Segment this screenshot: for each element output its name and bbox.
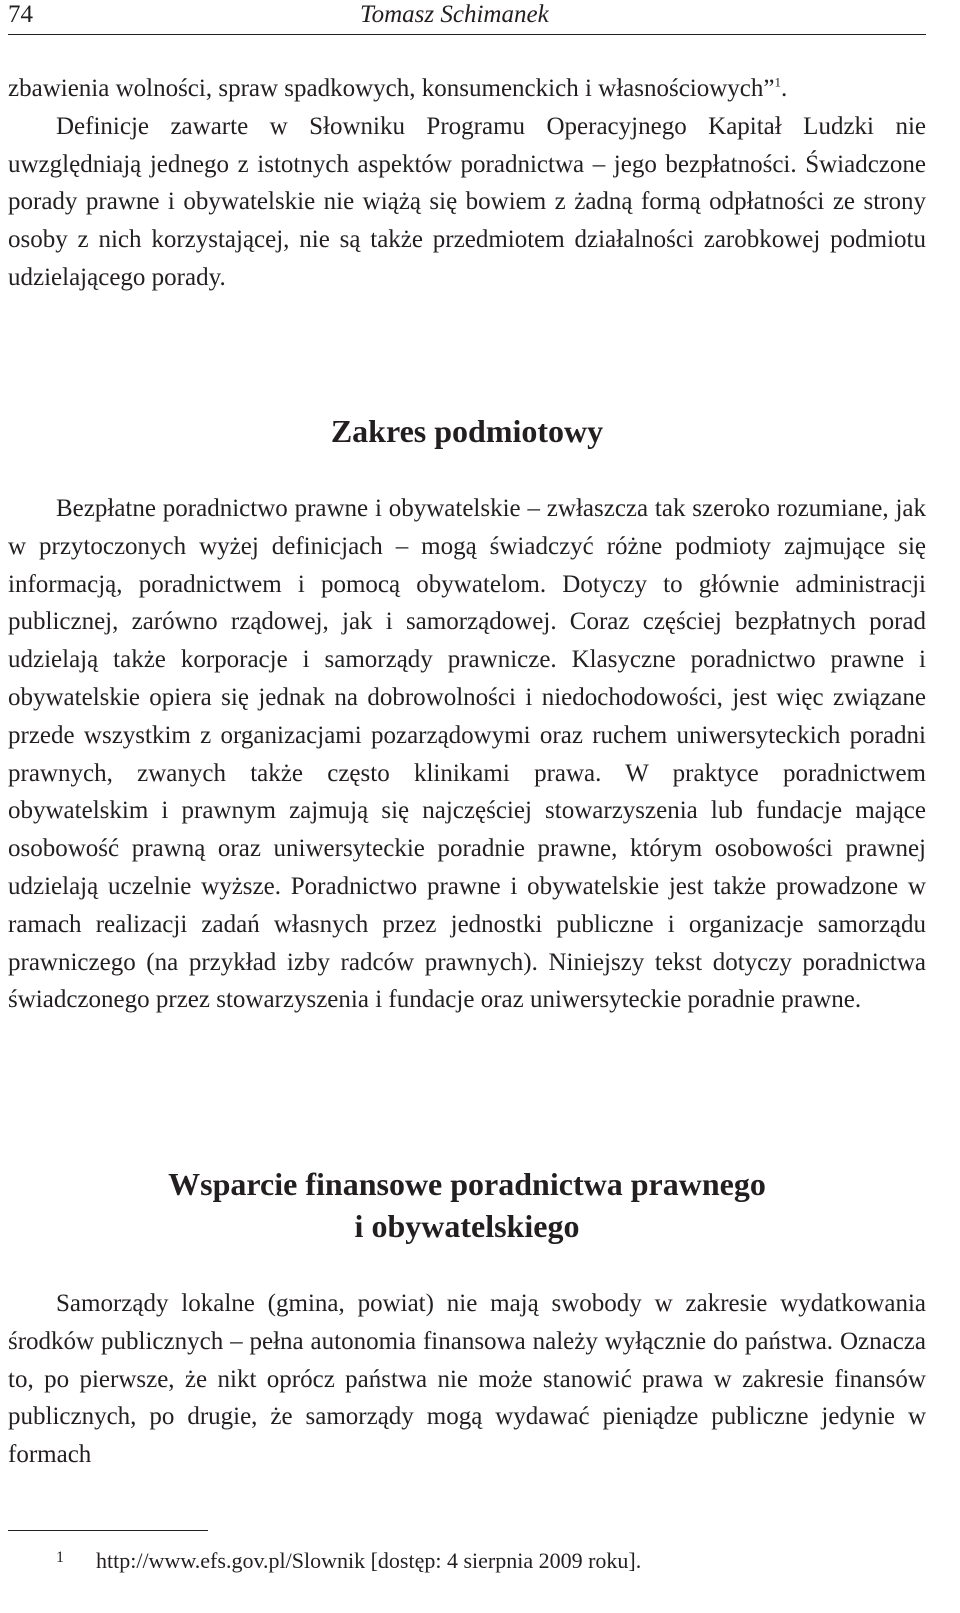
running-head-author: Tomasz Schimanek xyxy=(360,1,549,28)
running-head xyxy=(8,0,926,35)
body-text-middle xyxy=(8,490,926,1019)
footnote-reference[interactable]: 1 xyxy=(774,74,781,90)
section-heading-wsparcie-line1: Wsparcie finansowe poradnictwa prawnego xyxy=(168,1166,766,1202)
body-text-bottom xyxy=(8,1285,926,1474)
section-heading-wsparcie-line2: i obywatelskiego xyxy=(354,1208,580,1244)
body-text-top xyxy=(8,70,926,297)
footnote-text[interactable]: http://www.efs.gov.pl/Slownik [dostęp: 4 sierpnia 2009 roku]. xyxy=(96,1548,642,1573)
document-page xyxy=(8,0,926,1613)
paragraph-definitions: Definicje zawarte w Słowniku Programu Operacyjnego Kapitał Ludzki nie uwzględniają jednego z istotnych aspektów poradnictwa – jego bezpłatności. Świadczone porady prawne i obywatelskie nie wiążą się bowiem z żadną formą odpłatności ze strony osoby z nich korzystającej, nie są także przedmiotem działalności zarobkowej podmiotu udzielającego porady. xyxy=(8,112,926,291)
footnote xyxy=(56,1544,926,1575)
paragraph-zakres: Bezpłatne poradnictwo prawne i obywatelskie – zwłaszcza tak szeroko rozumiane, jak w przytoczonych wyżej definicjach – mogą świadczyć różne podmioty zajmujące się informacją, poradnictwem i pomocą obywatelom. Dotyczy to głównie administracji publicznej, zarówno rządowej, jak i samorządowej. Coraz częściej bezpłatnych porad udzielają także korporacje i samorządy prawnicze. Klasyczne poradnictwo prawne i obywatelskie opiera się jednak na dobrowolności i niedochodowości, jest więc związane przede wszystkim z organizacjami pozarządowymi oraz ruchem uniwersyteckich poradni prawnych, zwanych także często klinikami prawa. W praktyce poradnictwem obywatelskim i prawnym zajmują się najczęściej stowarzyszenia lub fundacje mające osobowość prawną oraz uniwersyteckie poradnie prawne, którym osobowości prawnej udzielają uczelnie wyższe. Poradnictwo prawne i obywatelskie jest także prowadzone w ramach realizacji zadań własnych przez jednostki publiczne i organizacje samorządu prawniczego (na przykład izby radców prawnych). Niniejszy tekst dotyczy poradnictwa świadczonego przez stowarzyszenia i fundacje oraz uniwersyteckie poradnie prawne. xyxy=(8,495,926,1014)
paragraph-continued xyxy=(8,70,926,108)
section-heading-zakres: Zakres podmiotowy xyxy=(330,413,604,449)
footnote-number: 1 xyxy=(56,1549,64,1566)
paragraph-wsparcie: Samorządy lokalne (gmina, powiat) nie mają swobody w zakresie wydatkowania środków publicznych – pełna autonomia finansowa należy wyłącznie do państwa. Oznacza to, po pierwsze, że nikt oprócz państwa nie może stanowić prawa w zakresie finansów publicznych, po drugie, że samorządy mogą wydawać pieniądze publiczne jedynie w formach xyxy=(8,1290,926,1469)
page-number: 74 xyxy=(8,1,33,28)
section-heading-wsparcie xyxy=(8,1163,926,1247)
paragraph-continued-tail: . xyxy=(780,75,788,102)
paragraph-continued-text: zbawienia wolności, spraw spadkowych, konsumenckich i własnościowych” xyxy=(8,75,775,102)
footnote-separator xyxy=(8,1530,208,1531)
